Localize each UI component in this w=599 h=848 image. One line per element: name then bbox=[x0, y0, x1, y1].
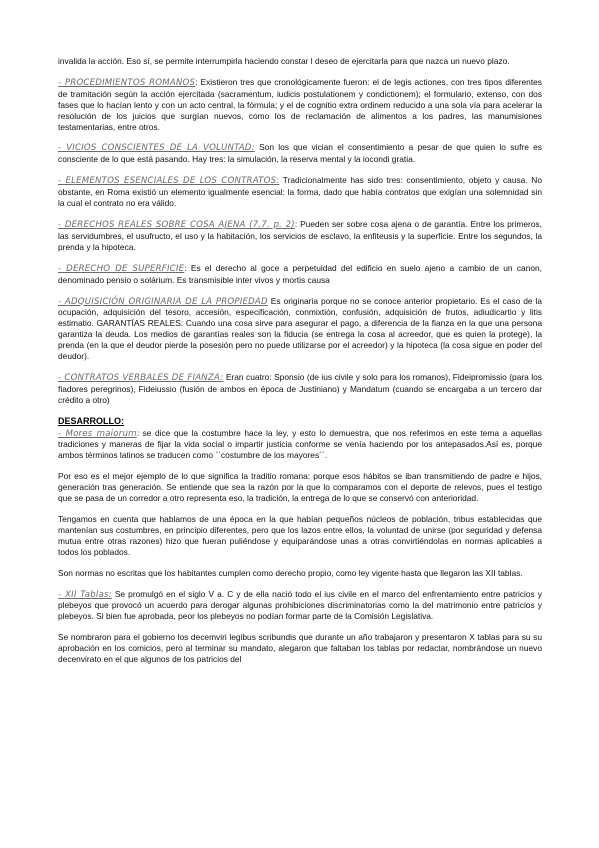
document-page bbox=[58, 56, 542, 675]
heading-contratos-verbales: - CONTRATOS VERBALES DE FIANZA: bbox=[58, 372, 224, 383]
text-derechos-reales: : Pueden ser sobre cosa ajena o de garantía. Entre los primeros, las servidumbres, el usufructo, el uso y la habitación, los servicios de esclavo, la enfiteusis y la superficie. Entre los segundos, la prenda y la hipoteca. bbox=[58, 218, 542, 252]
text-contratos-verbales: Eran cuatro: Sponsio (de ius civile y solo para los romanos), Fideipromissio (para los fiadores peregrinos), Fideiussio (fusión de ambos en época de Justiniano) y Mandatum (cuando se encargaba a un tercero dar crédito a otro) bbox=[58, 371, 542, 405]
text-procedimientos: : Existieron tres que cronológicamente fueron: el de legis actiones, con tres tipos diferentes de tramitación según la acción ejercitada (sacramentum, iudicis postulationem y condictionem); el formulario, extenso, con dos fases que lo hacían lento y con un acto central, la fórmula; y el de cognitio extra ordinem reducido a una sola vía para acelerar la resolución de los juicios que surgían nuevos, como los de reclamación de alimentos a los padres, las manumisiones testamentarias, entre otros. bbox=[58, 76, 542, 132]
section-title-desarrollo: DESARROLLO: bbox=[58, 415, 124, 426]
paragraph-xii-tablas bbox=[58, 589, 542, 623]
text-superficie: : Es el derecho al goce a perpetuidad del edificio en suelo ajeno a cambio de un canon, denominado pensio o solárium. Es transmisible inter vivos y mortis causa bbox=[58, 262, 543, 285]
heading-adquisicion-originaria: - ADQUISICIÓN ORIGINARIA DE LA PROPIEDAD bbox=[58, 296, 268, 307]
paragraph-normas: Son normas no escritas que los habitantes cumplen como derecho propio, como ley vigente hasta que llegaron las XII tablas. bbox=[58, 567, 523, 578]
text-vicios: Son los que vician el consentimiento a pesar de que quien lo sufre es consciente de lo que está pasando. Hay tres: la simulación, la reserva mental y la iocondi gratia. bbox=[58, 142, 542, 165]
paragraph-epoca: Tengamos en cuenta que hablamos de una época en la que habían pequeños núcleos de población, tribus establecidas que mantenían sus costumbres, en principio diferentes, pero que los lazos entre ellos, la voluntad de unirse (por seguridad y defensa mutua entre otras razones) hizo que fueran puliéndose y equiparándose unas a otras convirtiéndolas en normas aplicables a todos los poblados. bbox=[58, 514, 542, 557]
heading-xii-tablas: - XII Tablas: bbox=[58, 589, 112, 600]
text-elementos: Tradicionalmente has sido tres: consentimiento, objeto y causa. No obstante, en Roma existió un elemento igualmente esencial: la forma, dado que había contratos que exigían una solemnidad sin la cual el contrato no era válido. bbox=[58, 175, 542, 209]
paragraph-vicios bbox=[58, 142, 542, 165]
paragraph-intro: invalida la acción. Eso sí, se permite interrumpirla haciendo constar l deseo de ejercitarla para que nazca un nuevo plazo. bbox=[58, 56, 510, 66]
heading-procedimientos-romanos: - PROCEDIMIENTOS ROMANOS bbox=[58, 77, 196, 88]
heading-derecho-superficie: - DERECHO DE SUPERFICIE bbox=[58, 263, 185, 274]
paragraph-derechos-reales bbox=[58, 219, 542, 253]
heading-mores-maiorum: - Mores maiorum bbox=[58, 428, 137, 439]
paragraph-traditio: Por eso es el mejor ejemplo de lo que significa la traditio romana: porque esos hábitos se iban transmitiendo de padre e hijos, generación tras generación. Se entiende que sea la razón por la que lo comparamos con el deporte de relevos, pues el testigo que se pasa de un corredor a otro representa eso, la tradición, la entrega de lo que se conservó con anterioridad. bbox=[58, 471, 542, 504]
text-adquisicion: Es originaria porque no se conoce anterior propietario. Es el caso de la ocupación, adquisición del tesoro, accesión, especificación, conmixtión, confusión, adquisición de frutos, adiudicartio y litis estimatio. GARANTÍAS REALES: Cuando una cosa sirve para asegurar el pago, a diferencia de la fianza en la que una persona garantiza la deuda. Los medios de garantías reales son la fiducia (se entrega la cosa al acreedor, que es quien la protege), la prenda (en la que el deudor pierde la posesión pero no puede utilizarse por el acreedor) y la hipoteca (la cosa sigue en poder del deudor). bbox=[58, 295, 542, 362]
paragraph-mores-maiorum bbox=[58, 428, 542, 462]
paragraph-decemviri: Se nombraron para el gobierno los decemviri legibus scribundis que durante un año trabajaron y presentaron X tablas para su su aprobación en los comicios, pero al terminar su mandato, alegaron que faltaban los tablas por redactar, nombrándose un nuevo decenvirato en el que algunos de los patricios del bbox=[58, 632, 542, 665]
text-xii-tablas: Se promulgó en el siglo V a. C y de ella nació todo el ius civile en el marco del enfrentamiento entre patricios y plebeyos que provocó un acuerdo para derogar algunas prohibiciones discriminatorias como la del matrimonio entre patricios y plebeyos. Si bien fue aprobada, peor los plebeyos no podían formar parte de la Comisión Legislativa. bbox=[58, 588, 542, 622]
paragraph-contratos-verbales bbox=[58, 372, 542, 406]
heading-vicios-conscientes: - VICIOS CONSCIENTES DE LA VOLUNTAD: bbox=[58, 143, 255, 154]
heading-derechos-reales: - DERECHOS REALES SOBRE COSA AJENA (7.7. p. 2) bbox=[58, 219, 295, 230]
paragraph-superficie bbox=[58, 263, 542, 286]
paragraph-procedimientos bbox=[58, 77, 542, 133]
heading-elementos-esenciales: - ELEMENTOS ESENCIALES DE LOS CONTRATOS: bbox=[58, 176, 280, 187]
paragraph-elementos bbox=[58, 175, 542, 209]
text-mores-maiorum: : se dice que la costumbre hace la ley, y esto lo demuestra, que nos referimos en este tema a aquellas tradiciones y maneras de fijar la vida social o impartir justicia conforme se venía haciendo por los antepasados.Así es, porque ambos términos latinos se traducen como ``costumbre de los mayores´´. bbox=[58, 427, 542, 461]
paragraph-adquisicion bbox=[58, 296, 542, 362]
